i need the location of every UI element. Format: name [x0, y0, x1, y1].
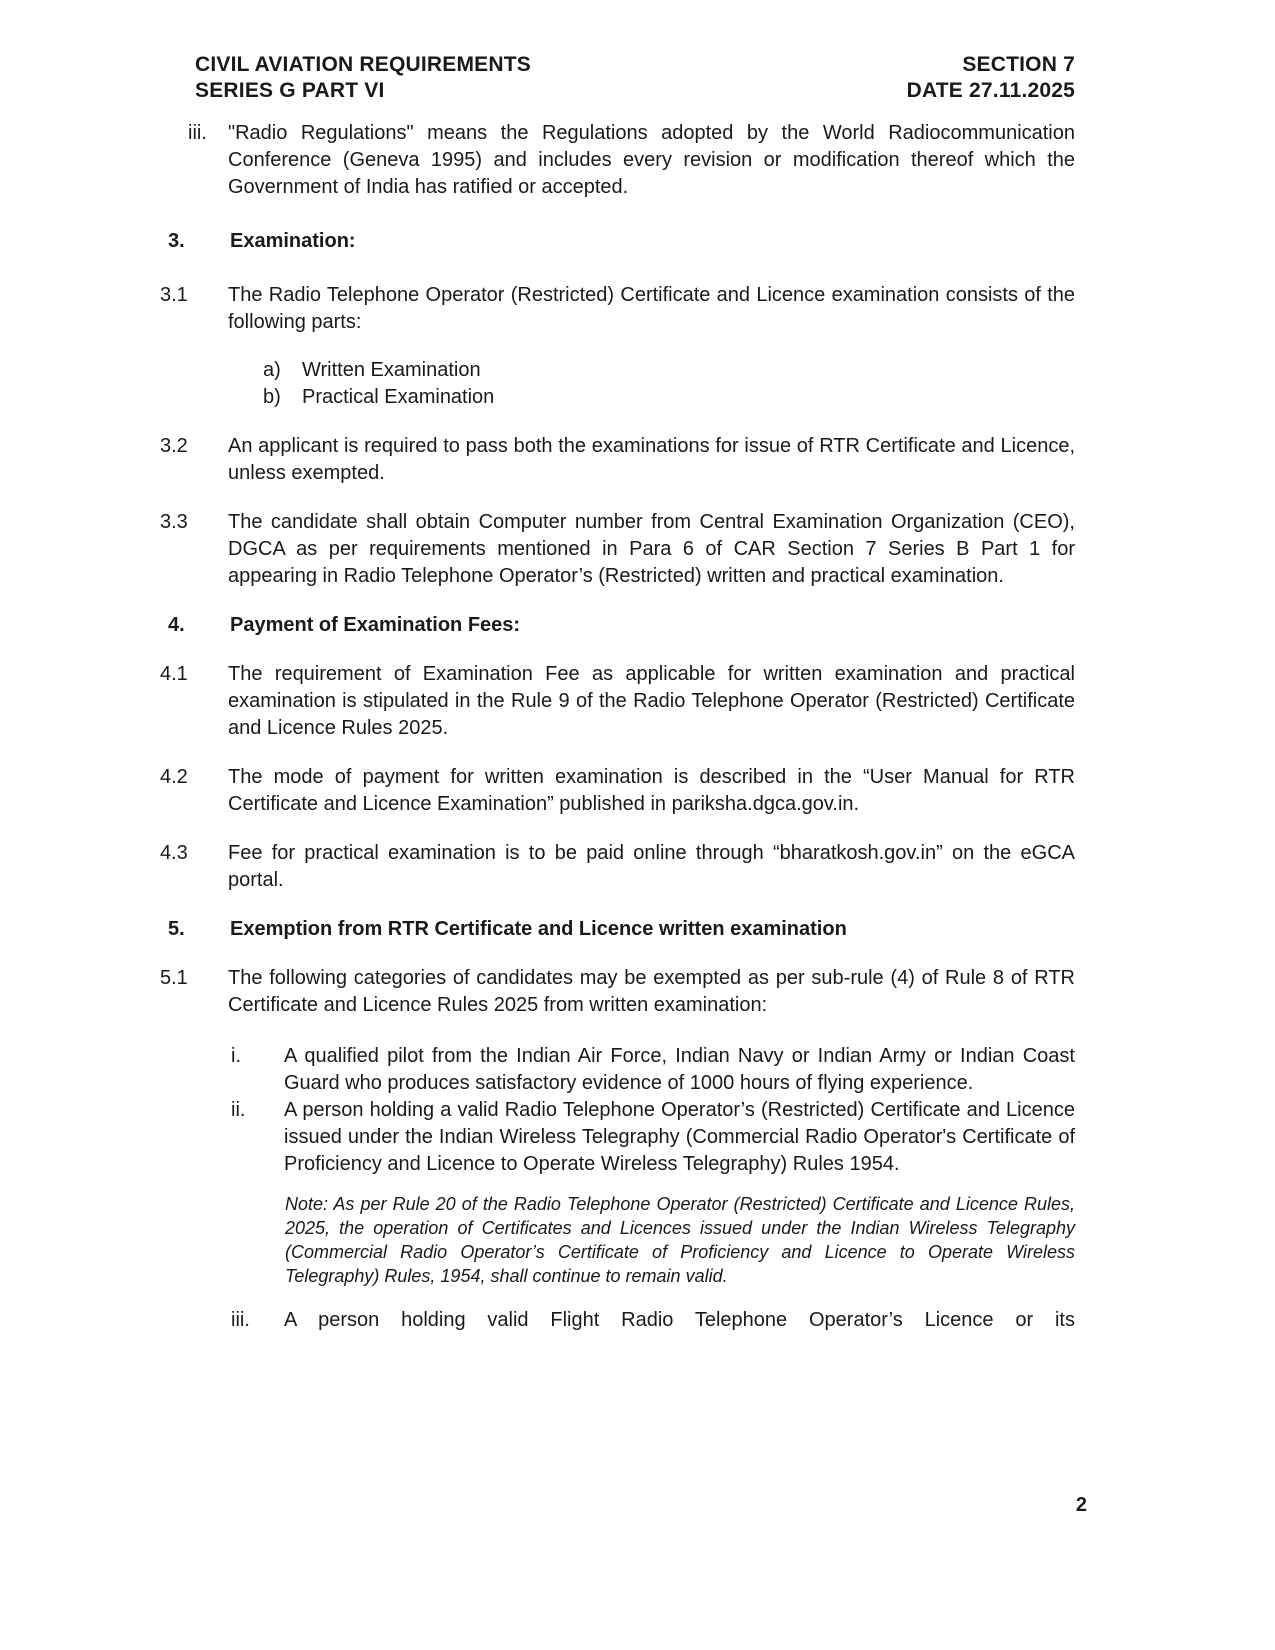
roman-item [231, 1043, 1075, 1097]
list-exam-parts [160, 357, 1075, 411]
para-3-1 [160, 282, 1075, 336]
para-number: iii. [188, 122, 207, 144]
para-5-1 [160, 965, 1075, 1019]
heading-exemption [160, 916, 1075, 943]
list-number-spacer [160, 1043, 228, 1097]
para-3-2 [160, 433, 1075, 487]
list-item-a [263, 357, 1075, 384]
heading-number: 4. [168, 614, 185, 636]
list-item-text: Written Examination [302, 359, 481, 381]
para-number: 4.1 [160, 663, 188, 685]
list-number-spacer [160, 1097, 228, 1178]
doc-title: CIVIL AVIATION REQUIREMENTS [195, 53, 531, 76]
doc-series: SERIES G PART VI [195, 79, 385, 102]
para-text: An applicant is required to pass both the examinations for issue of RTR Certificate and Licence, unless exempted. [228, 435, 1075, 484]
roman-text: A person holding a valid Radio Telephone Operator’s (Restricted) Certificate and Licence issued under the Indian Wireless Telegraphy (Commercial Radio Operator's Certificate of Proficiency and Licence to Operate Wireless Telegraphy) Rules 1954. [284, 1099, 1075, 1175]
list-item-text: Practical Examination [302, 386, 495, 408]
doc-date: DATE 27.11.2025 [906, 79, 1075, 102]
para-4-1 [160, 661, 1075, 742]
list-items [263, 357, 1075, 411]
roman-text: A qualified pilot from the Indian Air Force, Indian Navy or Indian Army or Indian Coast Guard who produces satisfactory evidence of 1000 hours of flying experience. [284, 1045, 1075, 1094]
roman-list-item-ii [160, 1097, 1075, 1178]
para-4-2 [160, 764, 1075, 818]
heading-title: Payment of Examination Fees: [230, 614, 521, 636]
para-3-3 [160, 509, 1075, 590]
para-text: The mode of payment for written examination is described in the “User Manual for RTR Certificate and Licence Examination” published in pariksha.dgca.gov.in. [228, 766, 1075, 815]
list-item-marker: a) [263, 359, 281, 381]
roman-item [231, 1097, 1075, 1178]
para-text: "Radio Regulations" means the Regulations adopted by the World Radiocommunication Conference (Geneva 1995) and includes every revision or modification thereof which the Government of India has ratified or accepted. [228, 122, 1075, 198]
roman-list-item-i [160, 1043, 1075, 1097]
doc-section: SECTION 7 [962, 53, 1075, 76]
para-text: The Radio Telephone Operator (Restricted) Certificate and Licence examination consists of the following parts: [228, 284, 1075, 333]
para-radio-regulations [160, 120, 1075, 201]
para-4-3 [160, 840, 1075, 894]
list-item-b [263, 384, 1075, 411]
para-number: 4.2 [160, 766, 188, 788]
note-row [160, 1192, 1075, 1307]
note-text: Note: As per Rule 20 of the Radio Telephone Operator (Restricted) Certificate and Licence Rules, 2025, the operation of Certificates and Licences issued under the Indian Wireless Telegraphy (Commercial Radio Operator’s Certificate of Proficiency and Licence to Operate Wireless Telegraphy) Rules, 1954, shall continue to remain valid. [285, 1194, 1075, 1286]
para-number: 3.3 [160, 511, 188, 533]
list-number-spacer [160, 1192, 228, 1307]
para-text: The following categories of candidates may be exempted as per sub-rule (4) of Rule 8 of RTR Certificate and Licence Rules 2025 from written examination: [228, 967, 1075, 1016]
heading-examination [160, 228, 1075, 255]
list-number-spacer [160, 357, 228, 411]
para-number: 5.1 [160, 967, 188, 989]
roman-item [231, 1307, 1075, 1334]
roman-marker: i. [231, 1045, 241, 1067]
page-content [160, 52, 1075, 1334]
list-item-marker: b) [263, 386, 281, 408]
para-text: The candidate shall obtain Computer number from Central Examination Organization (CEO), DGCA as per requirements mentioned in Para 6 of CAR Section 7 Series B Part 1 for appearing in Radio Telephone Operator’s (Restricted) written and practical examination. [228, 511, 1075, 587]
heading-title: Exemption from RTR Certificate and Licence written examination [230, 918, 847, 940]
para-text: Fee for practical examination is to be paid online through “bharatkosh.gov.in” on the eGCA portal. [228, 842, 1075, 891]
document-header [160, 52, 1075, 104]
heading-number: 3. [168, 230, 185, 252]
heading-title: Examination: [230, 230, 356, 252]
roman-list-item-iii [160, 1307, 1075, 1334]
para-number: 3.2 [160, 435, 188, 457]
header-right-block [907, 52, 1075, 104]
header-left-block [160, 52, 531, 104]
page-number: 2 [1075, 1494, 1087, 1516]
roman-marker: ii. [231, 1099, 246, 1121]
para-number: 4.3 [160, 842, 188, 864]
list-number-spacer [160, 1307, 228, 1334]
roman-text: A person holding valid Flight Radio Telephone Operator’s Licence or its [284, 1309, 1075, 1331]
para-text: The requirement of Examination Fee as applicable for written examination and practical examination is stipulated in the Rule 9 of the Radio Telephone Operator (Restricted) Certificate and Licence Rules 2025. [228, 663, 1075, 739]
para-number: 3.1 [160, 284, 188, 306]
roman-marker: iii. [231, 1309, 250, 1331]
heading-number: 5. [168, 918, 185, 940]
heading-payment-fees [160, 612, 1075, 639]
